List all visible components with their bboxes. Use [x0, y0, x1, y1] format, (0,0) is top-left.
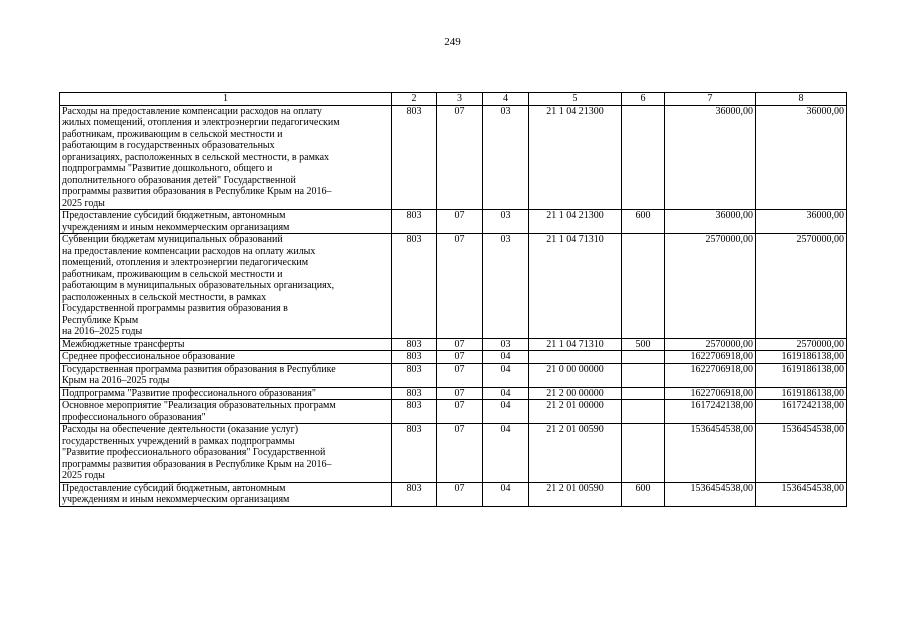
section-code: 07	[437, 351, 483, 364]
column-number: 1	[60, 93, 392, 106]
expense-type-code	[622, 234, 665, 339]
target-article-code: 21 0 00 00000	[529, 363, 622, 387]
row-name: Подпрограмма "Развитие профессионального образования"	[60, 387, 392, 400]
table-row	[60, 210, 847, 234]
expense-type-code	[622, 400, 665, 424]
amount-year-2: 1536454538,00	[756, 482, 847, 506]
ministry-code: 803	[392, 363, 437, 387]
ministry-code: 803	[392, 105, 437, 210]
table-row	[60, 105, 847, 210]
column-number: 7	[665, 93, 756, 106]
column-number: 6	[622, 93, 665, 106]
target-article-code: 21 1 04 71310	[529, 338, 622, 351]
column-number-row	[60, 93, 847, 106]
amount-year-2: 2570000,00	[756, 234, 847, 339]
section-code: 07	[437, 338, 483, 351]
row-name: Межбюджетные трансферты	[60, 338, 392, 351]
section-code: 07	[437, 105, 483, 210]
target-article-code: 21 1 04 71310	[529, 234, 622, 339]
amount-year-2: 36000,00	[756, 105, 847, 210]
subsection-code: 03	[483, 234, 529, 339]
table-row	[60, 338, 847, 351]
amount-year-1: 36000,00	[665, 105, 756, 210]
section-code: 07	[437, 210, 483, 234]
subsection-code: 04	[483, 363, 529, 387]
subsection-code: 03	[483, 105, 529, 210]
table-row	[60, 387, 847, 400]
amount-year-1: 1536454538,00	[665, 424, 756, 483]
row-name: Предоставление субсидий бюджетным, автономным учреждениям и иным некоммерческим организациям	[60, 482, 392, 506]
ministry-code: 803	[392, 400, 437, 424]
subsection-code: 03	[483, 338, 529, 351]
ministry-code: 803	[392, 424, 437, 483]
amount-year-2: 1619186138,00	[756, 363, 847, 387]
amount-year-1: 1622706918,00	[665, 351, 756, 364]
expense-type-code: 500	[622, 338, 665, 351]
expense-type-code	[622, 387, 665, 400]
target-article-code: 21 1 04 21300	[529, 105, 622, 210]
ministry-code: 803	[392, 351, 437, 364]
column-number: 4	[483, 93, 529, 106]
subsection-code: 03	[483, 210, 529, 234]
amount-year-2: 36000,00	[756, 210, 847, 234]
expense-type-code	[622, 351, 665, 364]
section-code: 07	[437, 400, 483, 424]
row-name: Основное мероприятие "Реализация образовательных программ профессионального образования"	[60, 400, 392, 424]
section-code: 07	[437, 363, 483, 387]
table-row	[60, 351, 847, 364]
expense-type-code	[622, 363, 665, 387]
table-row	[60, 363, 847, 387]
target-article-code: 21 2 00 00000	[529, 387, 622, 400]
row-name: Государственная программа развития образования в Республике Крым на 2016–2025 годы	[60, 363, 392, 387]
target-article-code: 21 1 04 21300	[529, 210, 622, 234]
amount-year-2: 1617242138,00	[756, 400, 847, 424]
amount-year-1: 1622706918,00	[665, 387, 756, 400]
row-name: Среднее профессиональное образование	[60, 351, 392, 364]
table-row	[60, 400, 847, 424]
amount-year-1: 2570000,00	[665, 234, 756, 339]
ministry-code: 803	[392, 387, 437, 400]
target-article-code: 21 2 01 00590	[529, 482, 622, 506]
expense-type-code: 600	[622, 482, 665, 506]
amount-year-1: 1622706918,00	[665, 363, 756, 387]
ministry-code: 803	[392, 234, 437, 339]
column-number: 2	[392, 93, 437, 106]
section-code: 07	[437, 387, 483, 400]
column-number: 3	[437, 93, 483, 106]
section-code: 07	[437, 482, 483, 506]
table-row	[60, 424, 847, 483]
expense-type-code	[622, 105, 665, 210]
amount-year-1: 1617242138,00	[665, 400, 756, 424]
table-row	[60, 234, 847, 339]
column-number: 8	[756, 93, 847, 106]
ministry-code: 803	[392, 338, 437, 351]
subsection-code: 04	[483, 482, 529, 506]
column-number: 5	[529, 93, 622, 106]
amount-year-1: 1536454538,00	[665, 482, 756, 506]
ministry-code: 803	[392, 482, 437, 506]
row-name: Предоставление субсидий бюджетным, автономным учреждениям и иным некоммерческим организациям	[60, 210, 392, 234]
subsection-code: 04	[483, 351, 529, 364]
page-number: 249	[444, 36, 461, 48]
budget-table	[59, 92, 847, 507]
table-row	[60, 482, 847, 506]
subsection-code: 04	[483, 400, 529, 424]
amount-year-1: 36000,00	[665, 210, 756, 234]
expense-type-code	[622, 424, 665, 483]
row-name: Расходы на обеспечение деятельности (оказание услуг) государственных учреждений в рамках подпрограммы "Развитие профессионального образования" Государственной программы развития образования в Республике Крым на 2016– 2025 годы	[60, 424, 392, 483]
target-article-code: 21 2 01 00000	[529, 400, 622, 424]
amount-year-2: 1619186138,00	[756, 387, 847, 400]
amount-year-2: 1536454538,00	[756, 424, 847, 483]
amount-year-2: 1619186138,00	[756, 351, 847, 364]
expense-type-code: 600	[622, 210, 665, 234]
ministry-code: 803	[392, 210, 437, 234]
section-code: 07	[437, 424, 483, 483]
subsection-code: 04	[483, 424, 529, 483]
target-article-code: 21 2 01 00590	[529, 424, 622, 483]
subsection-code: 04	[483, 387, 529, 400]
row-name: Субвенции бюджетам муниципальных образований на предоставление компенсации расходов на оплату жилых помещений, отопления и электроэнергии педагогическим работникам, проживающим в сельской местности и работающим в муниципальных образовательных организациях, расположенных в сельской местности, в рамках Государственной программы развития образования в Республике Крым на 2016–2025 годы	[60, 234, 392, 339]
section-code: 07	[437, 234, 483, 339]
amount-year-1: 2570000,00	[665, 338, 756, 351]
amount-year-2: 2570000,00	[756, 338, 847, 351]
row-name: Расходы на предоставление компенсации расходов на оплату жилых помещений, отопления и электроэнергии педагогическим работникам, проживающим в сельской местности и работающим в государственных образовательных организациях, расположенных в сельской местности, в рамках подпрограммы "Развитие дошкольного, общего и дополнительного образования детей" Государственной программы развития образования в Республике Крым на 2016– 2025 годы	[60, 105, 392, 210]
target-article-code	[529, 351, 622, 364]
